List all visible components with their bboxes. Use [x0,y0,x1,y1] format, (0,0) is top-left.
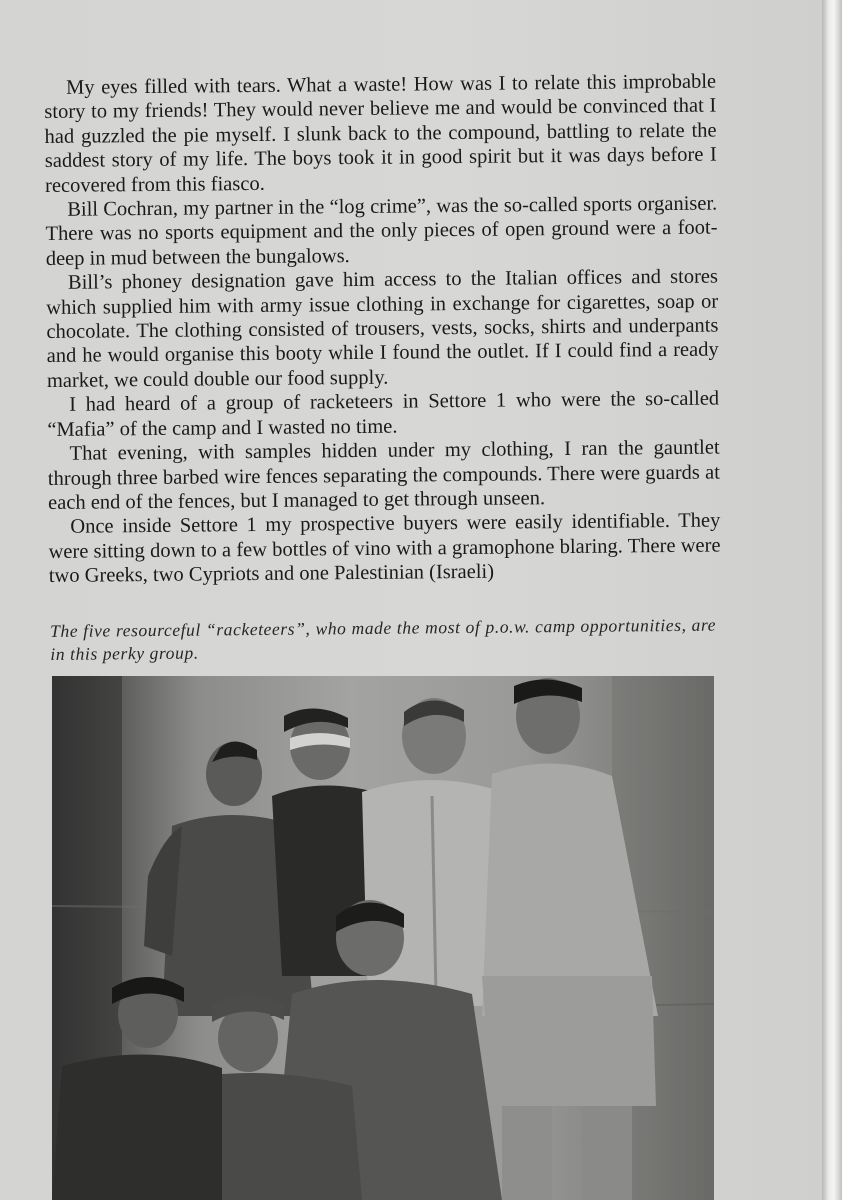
photo-caption: The five resourceful “racketeers”, who made the most of p.o.w. camp opportunities, are in this perky group. [50,614,717,664]
group-photo [52,676,714,1200]
paragraph: That evening, with samples hidden under my clothing, I ran the gauntlet through three barbed wire fences separating the compounds. There were guards at each end of the fences, but I managed to get through unseen. [47,436,720,514]
page-edge [822,0,842,1200]
paragraph: Once inside Settore 1 my prospective buyers were easily identifiable. They were sitting down to a few bottles of vino with a gramophone blaring. There were two Greeks, two Cypriots and one Palestinian (Israeli) [48,509,721,588]
paragraph: I had heard of a group of racketeers in Settore 1 who were the so-called “Mafia” of the camp and I wasted no time. [47,387,720,441]
body-text [44,70,721,589]
paragraph: My eyes filled with tears. What a waste! How was I to relate this improbable story to my friends! They would never believe me and would be convinced that I had guzzled the pie myself. I slunk back to the compound, battling to relate the saddest story of my life. The boys took it in good spirit but it was days before I recovered from this fiasco. [44,70,717,197]
paragraph: Bill Cochran, my partner in the “log crime”, was the so-called sports organiser. There was no sports equipment and the only pieces of open ground were a foot-deep in mud between the bungalows. [45,192,718,270]
group-photo-drawing [52,676,714,1200]
paragraph: Bill’s phoney designation gave him access to the Italian offices and stores which supplied him with army issue clothing in exchange for cigarettes, soap or chocolate. The clothing consisted of trousers, vests, socks, shirts and underpants and he would organise this booty while I found the outlet. If I could find a ready market, we could double our food supply. [46,265,719,392]
